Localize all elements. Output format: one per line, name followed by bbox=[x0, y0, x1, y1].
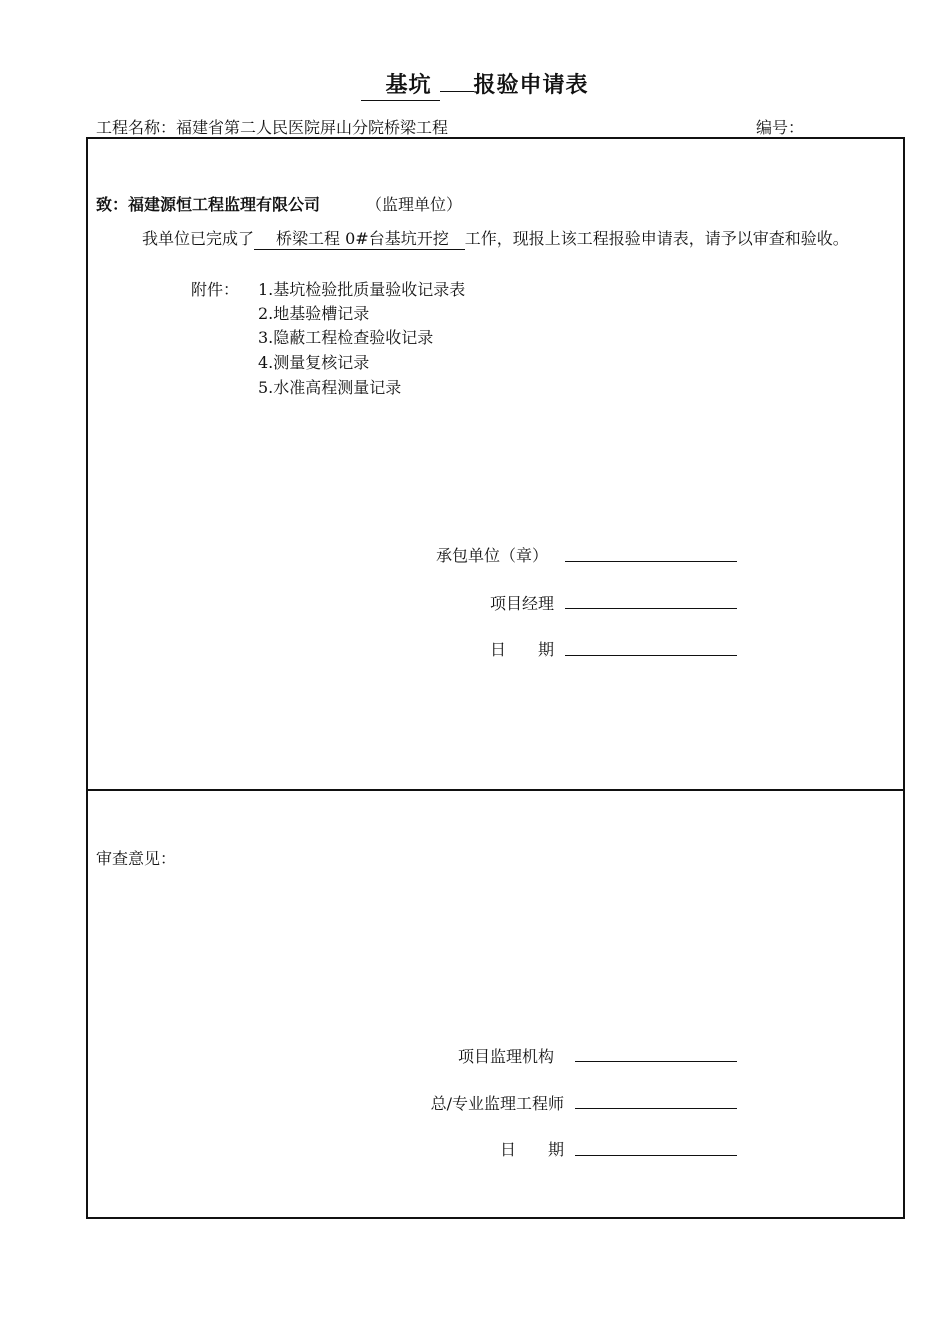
contractor-seal-label: 承包单位（章） bbox=[435, 546, 548, 565]
work-item-field[interactable]: 桥梁工程 0#台基坑开挖 bbox=[254, 229, 465, 250]
section-divider bbox=[88, 789, 903, 791]
number-label[interactable]: 编号： bbox=[756, 118, 805, 137]
attachments-label: 附件： bbox=[191, 280, 240, 299]
attachment-item: 2.地基验槽记录 bbox=[258, 304, 370, 323]
review-date-label: 日 期 bbox=[499, 1140, 564, 1159]
application-date-field[interactable] bbox=[565, 655, 737, 656]
supervision-org-field[interactable] bbox=[575, 1061, 737, 1062]
supervising-engineer-label: 总/专业监理工程师 bbox=[430, 1094, 564, 1113]
project-manager-field[interactable] bbox=[565, 608, 737, 609]
application-date-label: 日 期 bbox=[489, 640, 554, 659]
attachment-item: 3.隐蔽工程检查验收记录 bbox=[258, 328, 434, 347]
supervisor-role: （监理单位） bbox=[366, 195, 463, 214]
application-statement bbox=[96, 226, 896, 252]
review-date-field[interactable] bbox=[575, 1155, 737, 1156]
addressee-line bbox=[96, 192, 462, 215]
review-opinion-area[interactable] bbox=[96, 870, 896, 1030]
title-fill-blank bbox=[440, 91, 474, 92]
contractor-seal-field[interactable] bbox=[565, 561, 737, 562]
attachment-item: 1.基坑检验批质量验收记录表 bbox=[258, 280, 466, 299]
supervising-engineer-field[interactable] bbox=[575, 1108, 737, 1109]
project-manager-label: 项目经理 bbox=[489, 594, 554, 613]
title-fill-value[interactable]: 基坑 bbox=[361, 72, 439, 101]
project-name-label: 工程名称： bbox=[96, 118, 177, 137]
supervisor-company[interactable]: 福建源恒工程监理有限公司 bbox=[128, 195, 321, 214]
supervision-org-label: 项目监理机构 bbox=[457, 1047, 554, 1066]
statement-prefix: 我单位已完成了 bbox=[142, 229, 255, 248]
project-name-value[interactable]: 福建省第二人民医院屏山分院桥梁工程 bbox=[176, 118, 449, 137]
attachment-item: 5.水准高程测量记录 bbox=[258, 378, 402, 397]
review-opinion-label: 审查意见： bbox=[96, 849, 177, 868]
form-title bbox=[0, 72, 950, 101]
addressee-prefix: 致： bbox=[96, 195, 129, 214]
attachment-item: 4.测量复核记录 bbox=[258, 353, 370, 372]
project-name-row bbox=[96, 115, 448, 138]
title-suffix: 报验申请表 bbox=[473, 73, 589, 98]
statement-suffix: 工作，现报上该工程报验申请表，请予以审查和验收。 bbox=[464, 229, 849, 248]
